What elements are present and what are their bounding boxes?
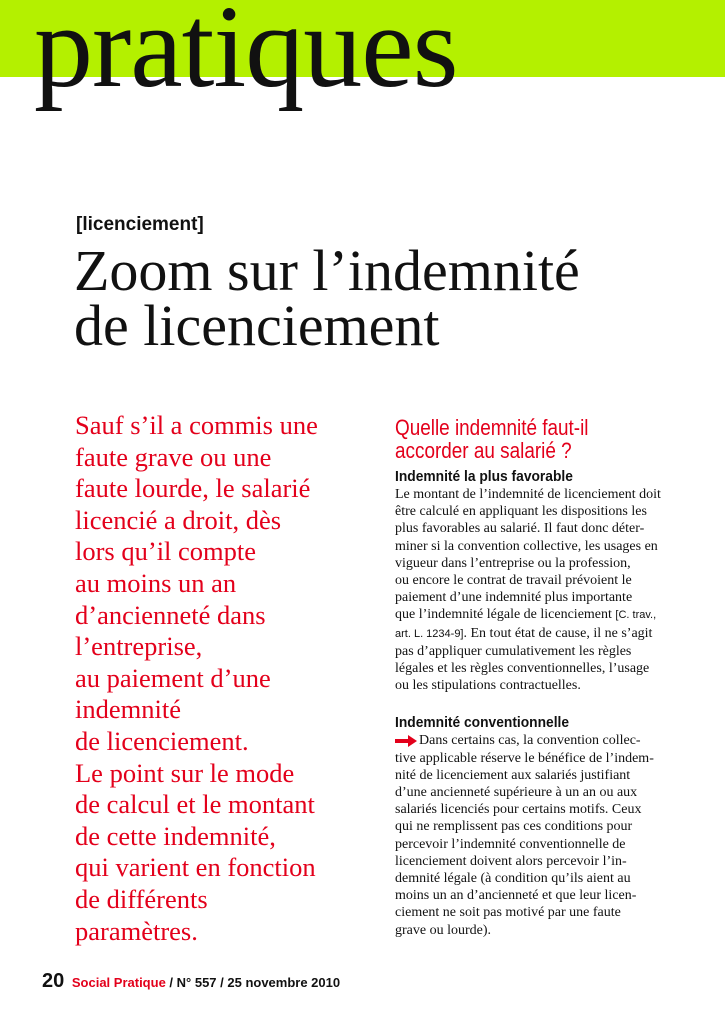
lead-line: d’ancienneté dans xyxy=(75,599,266,630)
lead-line: faute lourde, le salarié xyxy=(75,473,311,504)
text-line: licenciement doivent alors percevoir l’in- xyxy=(395,853,627,869)
text-line: plus favorables au salarié. Il faut donc déter- xyxy=(395,521,645,537)
lead-line: Le point sur le mode xyxy=(75,757,295,788)
lead-line: au paiement d’une xyxy=(75,662,271,693)
question-line: Quelle indemnité faut-il xyxy=(395,415,589,440)
text-line: miner si la convention collective, les usages en xyxy=(395,538,658,554)
text-line: vigueur dans l’entreprise ou la profession, xyxy=(395,555,631,571)
lead-line: licencié a droit, dès xyxy=(75,504,282,535)
body-column xyxy=(395,416,685,939)
arrow-right-icon xyxy=(395,735,417,747)
lead-line: paramètres. xyxy=(75,915,198,946)
text-line xyxy=(395,732,685,749)
text-line xyxy=(395,625,685,643)
text-line: paiement d’une indemnité plus importante xyxy=(395,590,633,606)
subhead-favorable: Indemnité la plus favorable xyxy=(395,468,573,485)
lead-line: de licenciement. xyxy=(75,725,249,756)
paragraph-conventionnelle xyxy=(395,732,685,938)
text-line: demnité légale (à condition qu’ils aient au xyxy=(395,871,631,887)
legal-reference: art. L. 1234-9] xyxy=(395,627,464,640)
page-footer xyxy=(42,970,340,993)
lead-line: de calcul et le montant xyxy=(75,789,315,820)
headline-line: de licenciement xyxy=(74,293,440,358)
lead-line: faute grave ou une xyxy=(75,441,272,472)
text-line xyxy=(395,606,685,624)
text-line: moins un an d’ancienneté et que leur licen- xyxy=(395,888,637,904)
paragraph-favorable xyxy=(395,486,685,694)
text-line: être calculé en appliquant les dispositions les xyxy=(395,504,647,520)
lead-line: qui varient en fonction xyxy=(75,852,316,883)
question-heading xyxy=(395,416,644,462)
question-line: accorder au salarié ? xyxy=(395,438,572,463)
text-line: d’une ancienneté supérieure à un an ou aux xyxy=(395,785,638,801)
text-line: ou les stipulations contractuelles. xyxy=(395,678,581,694)
lead-line: de cette indemnité, xyxy=(75,820,276,851)
text-fragment: . En tout état de cause, il ne s’agit xyxy=(463,625,653,641)
article-headline xyxy=(74,238,714,358)
text-line: salariés licenciés pour certains motifs. Ceux xyxy=(395,802,642,818)
lead-line: indemnité xyxy=(75,694,181,725)
text-line: percevoir l’indemnité conventionnelle de xyxy=(395,836,626,852)
lead-line: au moins un an xyxy=(75,567,237,598)
headline-line: Zoom sur l’indemnité xyxy=(74,238,580,303)
text-line: tive applicable réserve le bénéfice de l’indem- xyxy=(395,750,654,766)
text-line: Le montant de l’indemnité de licenciement doit xyxy=(395,487,661,502)
lead-line: Sauf s’il a commis une xyxy=(75,410,318,440)
text-line: légales et les règles conventionnelles, l’usage xyxy=(395,661,650,677)
lead-line: lors qu’il compte xyxy=(75,536,257,567)
text-fragment: que l’indemnité légale de licenciement xyxy=(395,607,616,623)
text-line: pas d’appliquer cumulativement les règles xyxy=(395,643,632,659)
section-title: pratiques xyxy=(34,0,458,112)
lead-line: l’entreprise, xyxy=(75,631,203,662)
page-number: 20 xyxy=(42,970,65,992)
text-line: qui ne remplissent pas ces conditions pour xyxy=(395,819,633,835)
legal-reference: [C. trav., xyxy=(615,609,657,622)
lead-line: de différents xyxy=(75,883,208,914)
lead-paragraph xyxy=(75,410,375,947)
text-line: ou encore le contrat de travail prévoient le xyxy=(395,573,632,589)
subhead-conventionnelle: Indemnité conventionnelle xyxy=(395,714,570,732)
text-line: nité de licenciement aux salariés justifiant xyxy=(395,767,631,783)
text-line: grave ou lourde). xyxy=(395,922,492,938)
article-kicker: [licenciement] xyxy=(76,214,204,235)
issue-info: / N° 557 / 25 novembre 2010 xyxy=(169,975,341,990)
text-fragment: Dans certains cas, la convention collec- xyxy=(419,733,641,749)
magazine-name: Social Pratique xyxy=(71,975,166,990)
text-line: ciement ne soit pas motivé par une faute xyxy=(395,905,621,921)
